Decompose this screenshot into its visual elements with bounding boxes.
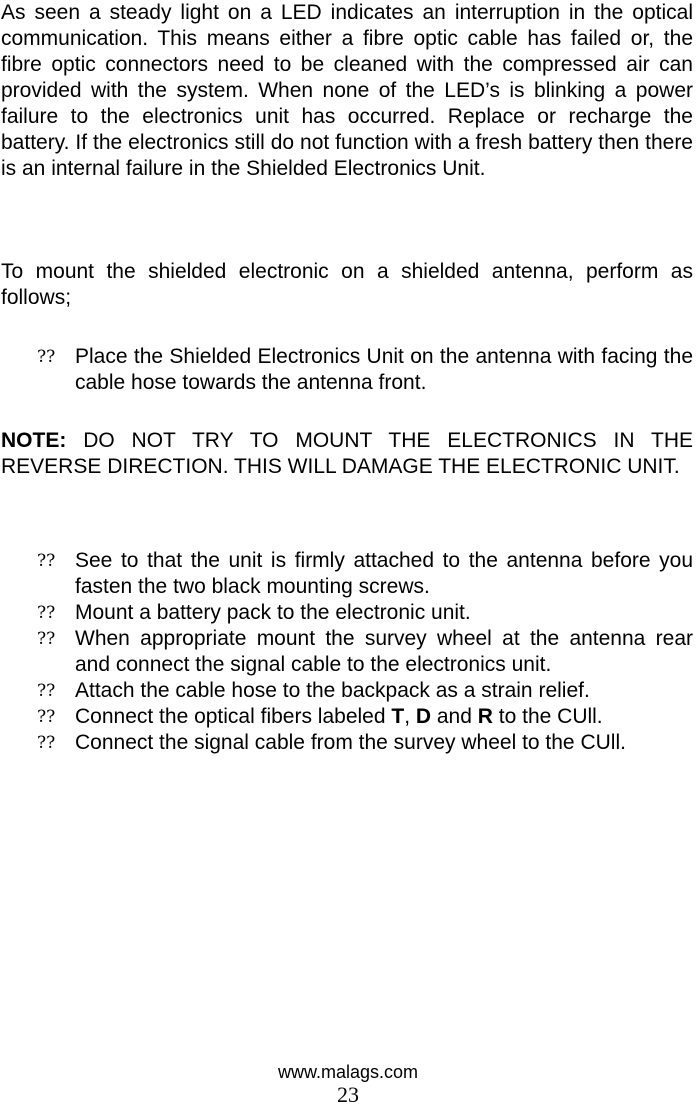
mount-intro-paragraph: To mount the shielded electronic on a shielded antenna, perform as follows; [1,260,693,309]
step-text: Connect the signal cable from the survey wheel to the CUll. [75,731,626,754]
step-text: When appropriate mount the survey wheel at the antenna rear and connect the signal cable to the electronics unit. [75,627,693,676]
step-text-prefix: Connect the optical fibers labeled [75,705,392,728]
fiber-label-d: D [415,705,432,728]
list-item [0,344,696,396]
mount-steps-list-2 [0,548,696,756]
bullet-marker: ?? [37,681,56,701]
note-paragraph [1,428,693,480]
step-text: Attach the cable hose to the backpack as a strain relief. [75,679,590,702]
step-text: Place the Shielded Electronics Unit on the antenna with facing the cable hose towards the antenna front. [75,345,693,394]
bullet-marker: ?? [37,551,56,571]
list-item [0,704,696,730]
list-item [0,600,696,626]
mount-steps-list-1 [0,344,696,396]
bullet-marker: ?? [37,733,56,753]
separator: and [431,705,478,728]
step-text: See to that the unit is firmly attached to the antenna before you fasten the two black mounting screws. [75,549,693,598]
fiber-label-t: T [391,705,405,728]
note-text: DO NOT TRY TO MOUNT THE ELECTRONICS IN THE REVERSE DIRECTION. THIS WILL DAMAGE THE ELECTRONIC UNIT. [1,429,693,478]
list-item [0,548,696,600]
step-text-suffix: to the CUll. [492,705,603,728]
step-text [75,705,603,728]
step-text: Mount a battery pack to the electronic unit. [75,601,471,624]
fiber-label-r: R [477,705,493,728]
note-label: NOTE: [1,429,67,452]
list-item [0,730,696,756]
bullet-marker: ?? [37,629,56,649]
separator: , [404,705,416,728]
list-item [0,678,696,704]
bullet-marker: ?? [37,707,56,727]
bullet-marker: ?? [37,347,56,367]
page-number: 23 [337,1082,359,1107]
list-item [0,626,696,678]
intro-paragraph: As seen a steady light on a LED indicates an interruption in the optical communication. This means either a fibre optic cable has failed or, the fibre optic connectors need to be cleaned with the compressed air can provided with the system. When none of the LED’s is blinking a power failure to the electronics unit has occurred. Replace or recharge the battery. If the electronics still do not function with a fresh battery then there is an internal failure in the Shielded Electronics Unit. [1,1,693,180]
footer-url: www.malags.com [277,1062,419,1082]
bullet-marker: ?? [37,603,56,623]
